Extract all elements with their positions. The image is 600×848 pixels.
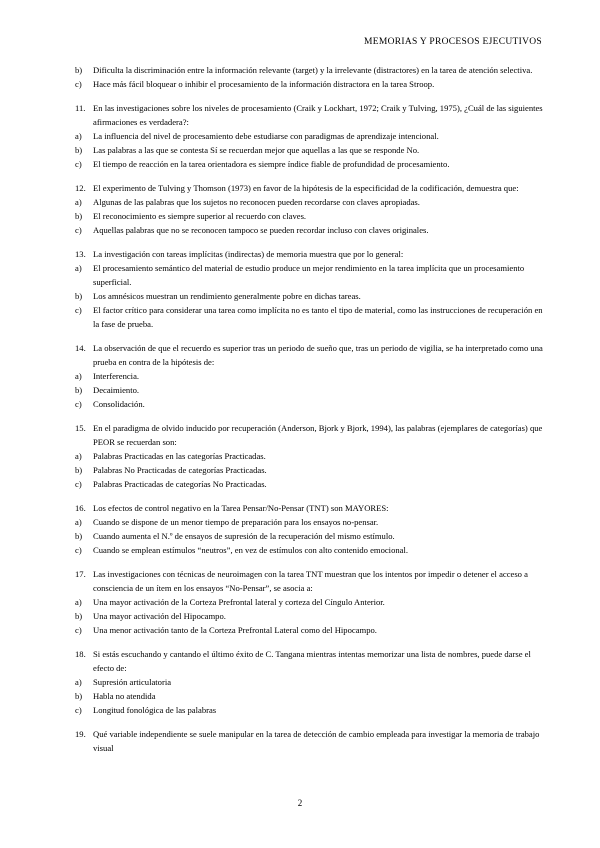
question-number: 12. <box>75 183 86 193</box>
option-text: Hace más fácil bloquear o inhibir el procesamiento de la información distractora en la tarea Stroop. <box>93 79 435 89</box>
answer-option <box>75 623 543 637</box>
answer-option <box>75 63 543 77</box>
option-text: La influencia del nivel de procesamiento debe estudiarse con paradigmas de aprendizaje intencional. <box>93 131 439 141</box>
option-label: a) <box>75 197 82 207</box>
option-text: Supresión articulatoria <box>93 677 172 687</box>
question-stem <box>75 647 543 675</box>
option-label: b) <box>75 65 83 75</box>
option-label: c) <box>75 625 82 635</box>
option-label: a) <box>75 451 82 461</box>
answer-option <box>75 449 543 463</box>
option-text: Palabras Practicadas en las categorías Practicadas. <box>93 451 266 461</box>
option-label: c) <box>75 305 82 315</box>
question-stem <box>75 247 543 261</box>
answer-option <box>75 223 543 237</box>
option-label: c) <box>75 479 82 489</box>
option-text: Cuando se emplean estímulos “neutros”, en vez de estímulos con alto contenido emocional. <box>93 545 409 555</box>
option-label: b) <box>75 145 83 155</box>
question-text: Las investigaciones con técnicas de neuroimagen con la tarea TNT muestran que los intentos por impedir o detener el acceso a consciencia de un ítem en los ensayos “No-Pensar”, se asocia a: <box>93 569 528 593</box>
question-block <box>75 101 543 171</box>
question-list <box>75 63 543 765</box>
option-label: a) <box>75 597 82 607</box>
option-label: c) <box>75 225 82 235</box>
question-text: En el paradigma de olvido inducido por recuperación (Anderson, Bjork y Bjork, 1994), las palabras (ejemplares de categorías) que PEOR se recuerdan son: <box>93 423 543 447</box>
question-block <box>75 247 543 331</box>
question-block <box>75 567 543 637</box>
option-text: Palabras Practicadas de categorías No Practicadas. <box>93 479 267 489</box>
option-label: a) <box>75 677 82 687</box>
option-label: a) <box>75 517 82 527</box>
answer-option <box>75 595 543 609</box>
running-header: MEMORIAS Y PROCESOS EJECUTIVOS <box>363 37 542 47</box>
question-number: 11. <box>75 103 86 113</box>
option-text: Consolidación. <box>93 399 145 409</box>
answer-option <box>75 303 543 331</box>
question-text: Si estás escuchando y cantando el último éxito de C. Tangana mientras intentas memorizar una lista de nombres, puede darse el efecto de: <box>93 649 531 673</box>
option-label: a) <box>75 131 82 141</box>
question-number: 19. <box>75 729 86 739</box>
answer-option <box>75 477 543 491</box>
answer-option <box>75 543 543 557</box>
question-stem <box>75 501 543 515</box>
page-number: 2 <box>297 798 303 808</box>
option-label: b) <box>75 291 83 301</box>
option-label: a) <box>75 371 82 381</box>
question-block <box>75 341 543 411</box>
question-text: La investigación con tareas implícitas (indirectas) de memoria muestra que por lo general: <box>93 249 404 259</box>
option-label: b) <box>75 611 83 621</box>
question-block <box>75 727 543 755</box>
option-label: b) <box>75 465 83 475</box>
answer-option <box>75 703 543 717</box>
answer-option <box>75 675 543 689</box>
option-text: El tiempo de reacción en la tarea orientadora es siempre índice fiable de profundidad de procesamiento. <box>93 159 450 169</box>
question-text: La observación de que el recuerdo es superior tras un periodo de sueño que, tras un periodo de vigilia, se ha interpretado como una prueba en contra de la hipótesis de: <box>93 343 543 367</box>
answer-option <box>75 129 543 143</box>
question-block <box>75 421 543 491</box>
option-text: Aquellas palabras que no se reconocen tampoco se pueden recordar incluso con claves originales. <box>93 225 429 235</box>
question-number: 18. <box>75 649 86 659</box>
answer-option <box>75 195 543 209</box>
option-text: Una mayor activación del Hipocampo. <box>93 611 226 621</box>
question-block <box>75 647 543 717</box>
question-number: 14. <box>75 343 86 353</box>
question-text: Qué variable independiente se suele manipular en la tarea de detección de cambio empleada para investigar la memoria de trabajo visual <box>93 729 540 753</box>
option-text: Interferencia. <box>93 371 140 381</box>
question-block <box>75 501 543 557</box>
answer-option <box>75 289 543 303</box>
option-text: Las palabras a las que se contesta Sí se recuerdan mejor que aquellas a las que se responde No. <box>93 145 420 155</box>
question-text: En las investigaciones sobre los niveles de procesamiento (Craik y Lockhart, 1972; Craik y Tulving, 1975), ¿Cuál de las siguientes afirmaciones es verdadera?: <box>93 103 543 127</box>
question-stem <box>75 421 543 449</box>
question-number: 16. <box>75 503 86 513</box>
option-text: Habla no atendida <box>93 691 156 701</box>
option-label: b) <box>75 385 83 395</box>
option-label: b) <box>75 691 83 701</box>
option-label: b) <box>75 531 83 541</box>
answer-option <box>75 689 543 703</box>
question-stem <box>75 181 543 195</box>
answer-option <box>75 529 543 543</box>
option-label: c) <box>75 545 82 555</box>
option-label: c) <box>75 159 82 169</box>
option-label: c) <box>75 399 82 409</box>
answer-option <box>75 463 543 477</box>
option-label: b) <box>75 211 83 221</box>
answer-option <box>75 261 543 289</box>
option-text: Cuando se dispone de un menor tiempo de preparación para los ensayos no-pensar. <box>93 517 379 527</box>
answer-option <box>75 143 543 157</box>
question-stem <box>75 567 543 595</box>
option-text: Palabras No Practicadas de categorías Practicadas. <box>93 465 267 475</box>
question-stem <box>75 727 543 755</box>
question-stem <box>75 101 543 129</box>
question-number: 15. <box>75 423 86 433</box>
question-block <box>75 63 543 91</box>
question-text: El experimento de Tulving y Thomson (1973) en favor de la hipótesis de la especificidad de la codificación, demuestra que: <box>93 183 519 193</box>
answer-option <box>75 157 543 171</box>
answer-option <box>75 209 543 223</box>
option-text: Dificulta la discriminación entre la información relevante (target) y la irrelevante (distractores) en la tarea de atención selectiva. <box>93 65 533 75</box>
option-text: Algunas de las palabras que los sujetos no reconocen pueden recordarse con claves apropiadas. <box>93 197 420 207</box>
answer-option <box>75 77 543 91</box>
option-text: El reconocimiento es siempre superior al recuerdo con claves. <box>93 211 307 221</box>
question-text: Los efectos de control negativo en la Tarea Pensar/No-Pensar (TNT) son MAYORES: <box>93 503 389 513</box>
answer-option <box>75 369 543 383</box>
option-text: Una menor activación tanto de la Corteza Prefrontal Lateral como del Hipocampo. <box>93 625 377 635</box>
answer-option <box>75 609 543 623</box>
option-text: Una mayor activación de la Corteza Prefrontal lateral y corteza del Cíngulo Anterior. <box>93 597 385 607</box>
option-text: Cuando aumenta el N.º de ensayos de supresión de la recuperación del mismo estímulo. <box>93 531 395 541</box>
question-stem <box>75 341 543 369</box>
question-number: 13. <box>75 249 86 259</box>
option-text: El factor crítico para considerar una tarea como implícita no es tanto el tipo de material, como las instrucciones de recuperación en la fase de prueba. <box>93 305 543 329</box>
question-number: 17. <box>75 569 86 579</box>
option-text: Decaimiento. <box>93 385 140 395</box>
option-label: c) <box>75 79 82 89</box>
option-text: El procesamiento semántico del material de estudio produce un mejor rendimiento en la tarea implícita que un procesamiento superficial. <box>93 263 525 287</box>
option-label: a) <box>75 263 82 273</box>
option-label: c) <box>75 705 82 715</box>
option-text: Longitud fonológica de las palabras <box>93 705 217 715</box>
answer-option <box>75 515 543 529</box>
question-block <box>75 181 543 237</box>
answer-option <box>75 397 543 411</box>
option-text: Los amnésicos muestran un rendimiento generalmente pobre en dichas tareas. <box>93 291 361 301</box>
answer-option <box>75 383 543 397</box>
